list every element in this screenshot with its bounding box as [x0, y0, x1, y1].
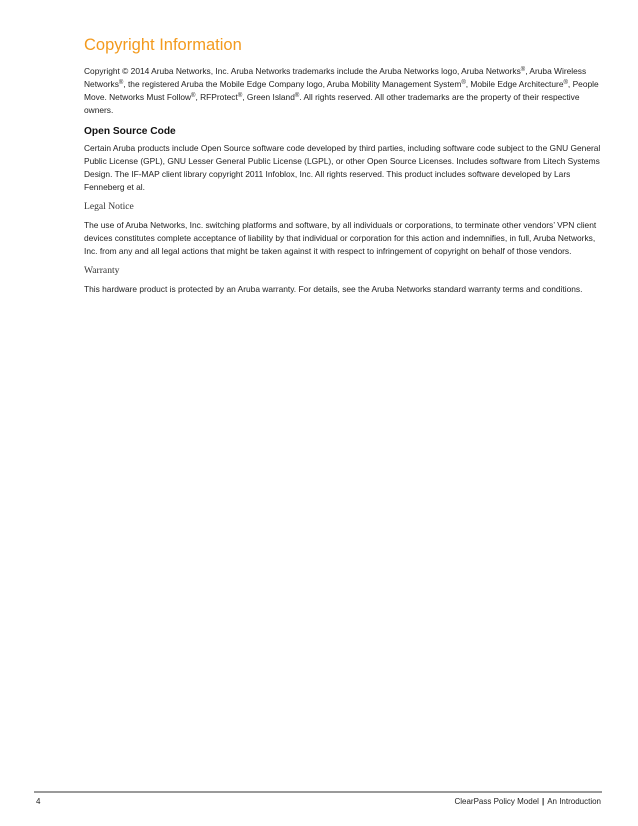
registered-mark: ®: [563, 80, 568, 86]
copyright-text-2: , Aruba Wireless Networks: [84, 66, 587, 89]
open-source-paragraph: Certain Aruba products include Open Source software code developed by third parties, including software code subject to the GNU General Public License (GPL), GNU Lesser General Public License (LGPL), or other Open Source Licenses. Includes software from Litech Systems Design. The IF-MAP client library copyright 2011 Infoblox, Inc. All rights reserved. This product includes software developed by Lars Fenneberg et al.: [84, 143, 601, 192]
footer-divider: [34, 791, 602, 793]
footer-section: An Introduction: [547, 797, 601, 806]
registered-mark: ®: [461, 80, 466, 86]
copyright-text-8: . All rights reserved. All other trademarks are the property of their respective owners.: [84, 92, 580, 115]
copyright-text-5: , People Move. Networks Must Follow: [84, 79, 599, 102]
copyright-text-7: , Green Island: [242, 92, 295, 102]
legal-notice-paragraph: The use of Aruba Networks, Inc. switching platforms and software, by all individuals or corporations, to terminate other vendors’ VPN client devices constitutes complete acceptance of liability by that individual or corporation for this action and indemnifies, in full, Aruba Networks, Inc. from any and all legal actions that might be taken against it with respect to infringement of copyright on behalf of those vendors.: [84, 220, 597, 256]
registered-mark: ®: [191, 93, 196, 99]
footer-separator: |: [541, 797, 545, 806]
copyright-text-4: , Mobile Edge Architecture: [465, 79, 564, 89]
page-number: 4: [36, 797, 41, 806]
page-title: Copyright Information: [84, 36, 242, 54]
copyright-text-3: , the registered Aruba the Mobile Edge Company logo, Aruba Mobility Management System: [123, 79, 462, 89]
copyright-paragraph: [84, 65, 604, 117]
page-content: [84, 34, 604, 296]
copyright-text-1: Copyright © 2014 Aruba Networks, Inc. Aruba Networks trademarks include the Aruba Networks logo, Aruba Networks: [84, 66, 521, 76]
registered-mark: ®: [294, 93, 300, 99]
warranty-paragraph: This hardware product is protected by an Aruba warranty. For details, see the Aruba Networks standard warranty terms and conditions.: [84, 284, 583, 294]
footer-doc-title: ClearPass Policy Model: [454, 797, 539, 806]
registered-mark: ®: [237, 93, 243, 99]
legal-notice-heading: Legal Notice: [84, 201, 134, 212]
copyright-text-6: , RFProtect: [195, 92, 238, 102]
registered-mark: ®: [520, 67, 526, 73]
footer-document-info: [454, 797, 601, 806]
open-source-heading: Open Source Code: [84, 126, 176, 137]
registered-mark: ®: [118, 80, 124, 86]
warranty-heading: Warranty: [84, 265, 120, 276]
